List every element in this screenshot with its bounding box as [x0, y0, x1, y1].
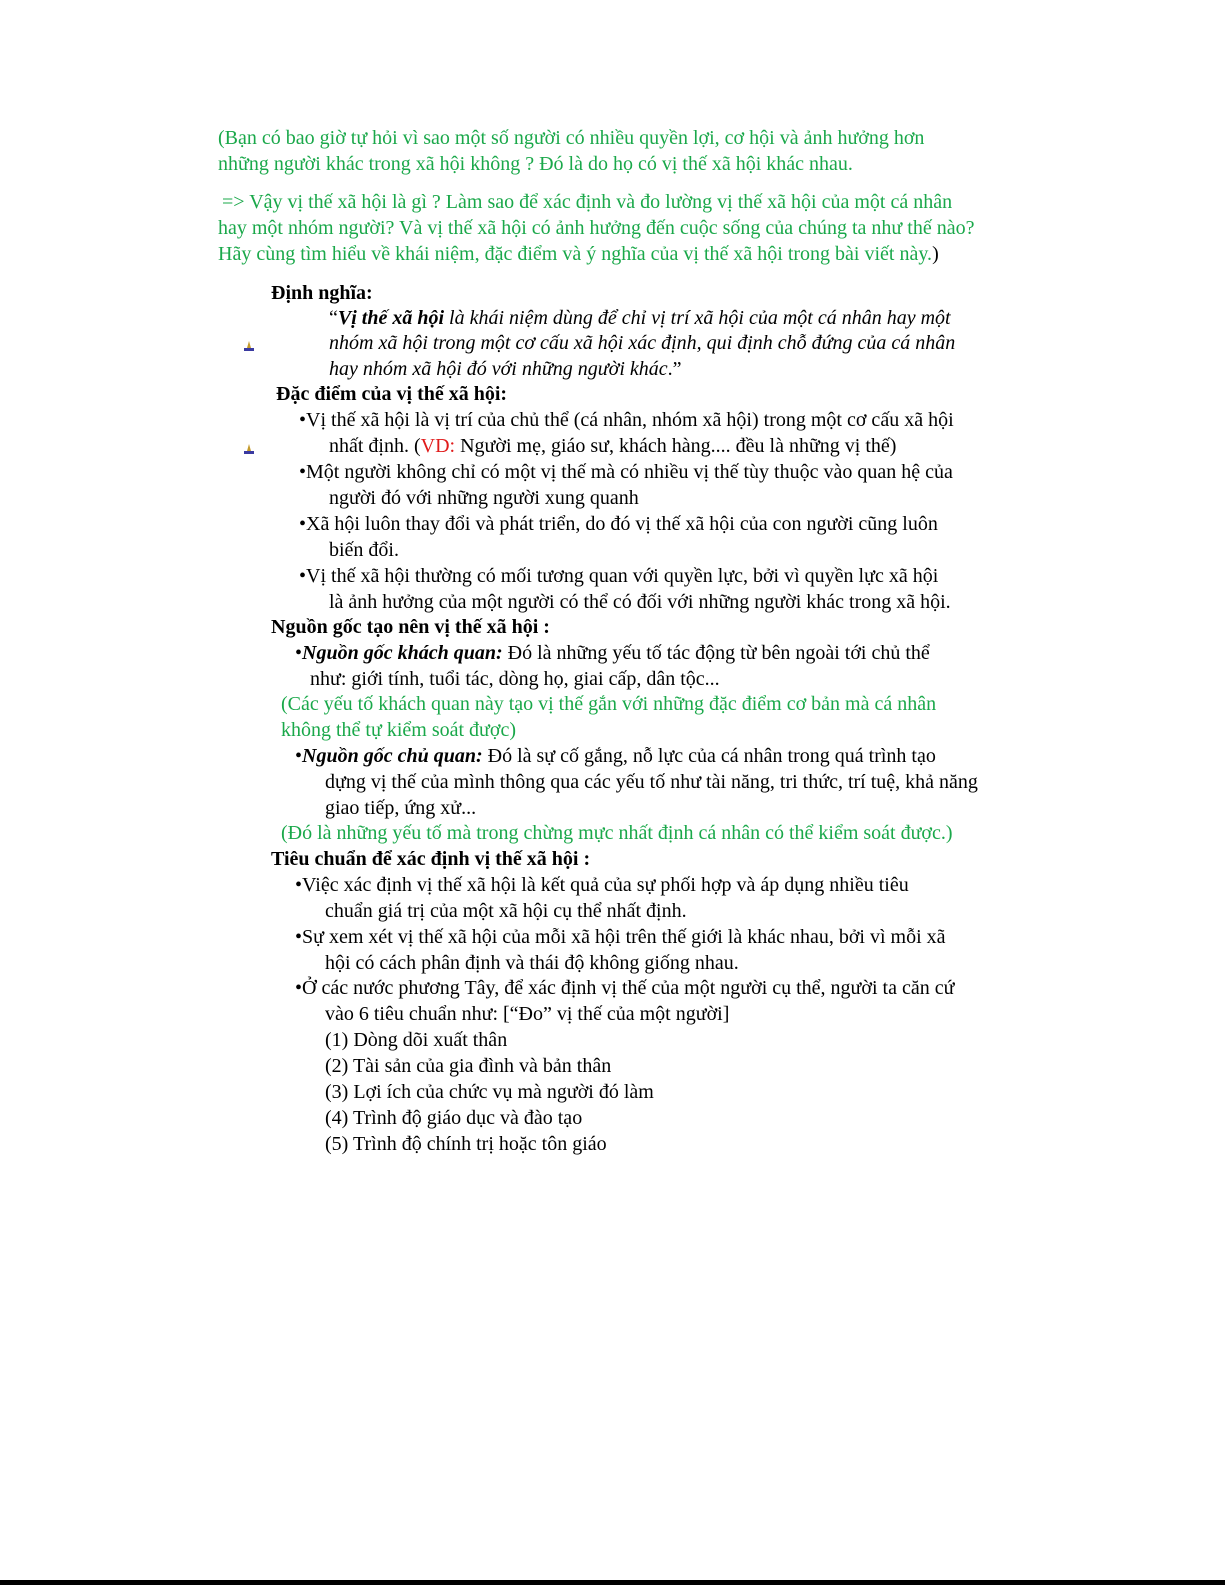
intro-line-2: những người khác trong xã hội không ? Đó là do họ có vị thế xã hội khác nhau.: [218, 153, 853, 175]
features-heading: Đặc điểm của vị thế xã hội:: [276, 383, 508, 405]
intro-close-paren: ): [932, 243, 939, 265]
intro-line-3: => Vậy vị thế xã hội là gì ? Làm sao để xác định và đo lường vị thế xã hội của một cá nhân: [222, 191, 953, 213]
bottom-edge-rule: [0, 1580, 1225, 1585]
objective-line-1-rest: Đó là những yếu tố tác động từ bên ngoài tới chủ thể: [502, 642, 930, 664]
features-item-1-line-2: [329, 433, 896, 459]
features-item-1-text: Vị thế xã hội là vị trí của chủ thể (cá nhân, nhóm xã hội) trong một cơ cấu xã hội: [306, 409, 954, 431]
definition-line-3: [329, 356, 682, 382]
features-item-3-line-1: [299, 511, 938, 537]
features-item-1-line-1: [299, 407, 954, 433]
criteria-item-1-line-1: [295, 872, 909, 898]
intro-line-1: (Bạn có bao giờ tự hỏi vì sao một số người có nhiều quyền lợi, cơ hội và ảnh hưởng hơn: [218, 127, 925, 149]
bullet: •: [295, 642, 303, 664]
criteria-item-2-line-2: hội có cách phân định và thái độ không giống nhau.: [325, 952, 739, 974]
features-item-4-line-1: [299, 563, 938, 589]
criteria-list-item: (4) Trình độ giáo dục và đào tạo: [325, 1107, 583, 1129]
bullet: •: [299, 513, 307, 535]
bullet: •: [295, 977, 303, 999]
origins-objective-note-2: không thể tự kiểm soát được): [281, 719, 516, 741]
features-item-3-line-2: biến đổi.: [329, 539, 399, 561]
intro-line-4: hay một nhóm người? Và vị thế xã hội có ảnh hưởng đến cuộc sống của chúng ta như thế nào?: [218, 217, 975, 239]
origins-heading: Nguồn gốc tạo nên vị thế xã hội :: [271, 616, 550, 638]
features-item-2-line-1: [299, 459, 953, 485]
criteria-heading: Tiêu chuẩn để xác định vị thế xã hội :: [271, 848, 591, 870]
origins-subjective-line-2: dựng vị thế của mình thông qua các yếu tố như tài năng, tri thức, trí tuệ, khả năng: [325, 771, 978, 793]
bullet-marker-icon: [243, 444, 255, 456]
bullet: •: [299, 461, 307, 483]
criteria-item-3-line-2: vào 6 tiêu chuẩn như: [“Đo” vị thế của một người]: [325, 1003, 730, 1025]
features-item-4-line-2: là ảnh hưởng của một người có thể có đối với những người khác trong xã hội.: [329, 591, 951, 613]
origins-objective-note-1: (Các yếu tố khách quan này tạo vị thế gắn với những đặc điểm cơ bản mà cá nhân: [281, 693, 937, 715]
origins-objective-line-2: như: giới tính, tuổi tác, dòng họ, giai cấp, dân tộc...: [310, 668, 720, 690]
origins-objective-line-1: [295, 640, 930, 666]
features-item-2-line-2: người đó với những người xung quanh: [329, 487, 639, 509]
features-item-2-text: Một người không chỉ có một vị thế mà có nhiều vị thế tùy thuộc vào quan hệ của: [306, 461, 953, 483]
definition-term: Vị thế xã hội: [337, 307, 445, 329]
features-item-1-line-2-a: nhất định. (: [329, 435, 421, 457]
definition-line-3-text: hay nhóm xã hội đó với những người khác: [329, 358, 668, 380]
intro-line-5-text: Hãy cùng tìm hiểu về khái niệm, đặc điểm và ý nghĩa của vị thế xã hội trong bài viết này.: [218, 243, 933, 265]
definition-line-1: [329, 305, 951, 331]
bullet: •: [299, 565, 307, 587]
definition-line-1-rest: là khái niệm dùng để chỉ vị trí xã hội của một cá nhân hay một: [444, 307, 951, 329]
objective-label: Nguồn gốc khách quan:: [302, 642, 503, 664]
criteria-list-item: (1) Dòng dõi xuất thân: [325, 1029, 508, 1051]
subjective-label: Nguồn gốc chủ quan:: [302, 745, 483, 767]
criteria-item-2-text: Sự xem xét vị thế xã hội của mỗi xã hội trên thế giới là khác nhau, bởi vì mỗi xã: [302, 926, 946, 948]
definition-open-quote: “: [329, 307, 338, 329]
criteria-item-2-line-1: [295, 924, 946, 950]
bullet-marker-icon: [243, 341, 255, 353]
criteria-list-item: (3) Lợi ích của chức vụ mà người đó làm: [325, 1081, 654, 1103]
criteria-item-1-line-2: chuẩn giá trị của một xã hội cụ thể nhất định.: [325, 900, 687, 922]
criteria-item-1-text: Việc xác định vị thế xã hội là kết quả của sự phối hợp và áp dụng nhiều tiêu: [302, 874, 909, 896]
features-item-4-text: Vị thế xã hội thường có mối tương quan với quyền lực, bởi vì quyền lực xã hội: [306, 565, 939, 587]
bullet: •: [295, 926, 303, 948]
example-label: VD:: [420, 435, 456, 457]
definition-close-quote: .”: [667, 358, 682, 380]
origins-subjective-line-1: [295, 743, 936, 769]
features-item-1-line-2-b: Người mẹ, giáo sư, khách hàng.... đều là những vị thế): [455, 435, 897, 457]
definition-line-2: nhóm xã hội trong một cơ cấu xã hội xác định, qui định chỗ đứng của cá nhân: [329, 332, 956, 354]
bullet: •: [295, 745, 303, 767]
criteria-item-3-line-1: [295, 975, 954, 1001]
intro-line-5: [218, 241, 939, 267]
features-item-3-text: Xã hội luôn thay đổi và phát triển, do đó vị thế xã hội của con người cũng luôn: [306, 513, 938, 535]
criteria-list-item: (5) Trình độ chính trị hoặc tôn giáo: [325, 1133, 607, 1155]
subjective-line-1-rest: Đó là sự cố gắng, nỗ lực của cá nhân trong quá trình tạo: [482, 745, 936, 767]
origins-subjective-line-3: giao tiếp, ứng xử...: [325, 797, 477, 819]
bullet: •: [295, 874, 303, 896]
definition-heading: Định nghĩa:: [271, 282, 373, 304]
bullet: •: [299, 409, 307, 431]
origins-subjective-note: (Đó là những yếu tố mà trong chừng mực nhất định cá nhân có thể kiểm soát được.): [281, 822, 953, 844]
criteria-list-item: (2) Tài sản của gia đình và bản thân: [325, 1055, 612, 1077]
criteria-item-3-text: Ở các nước phương Tây, để xác định vị thế của một người cụ thể, người ta căn cứ: [302, 977, 955, 999]
